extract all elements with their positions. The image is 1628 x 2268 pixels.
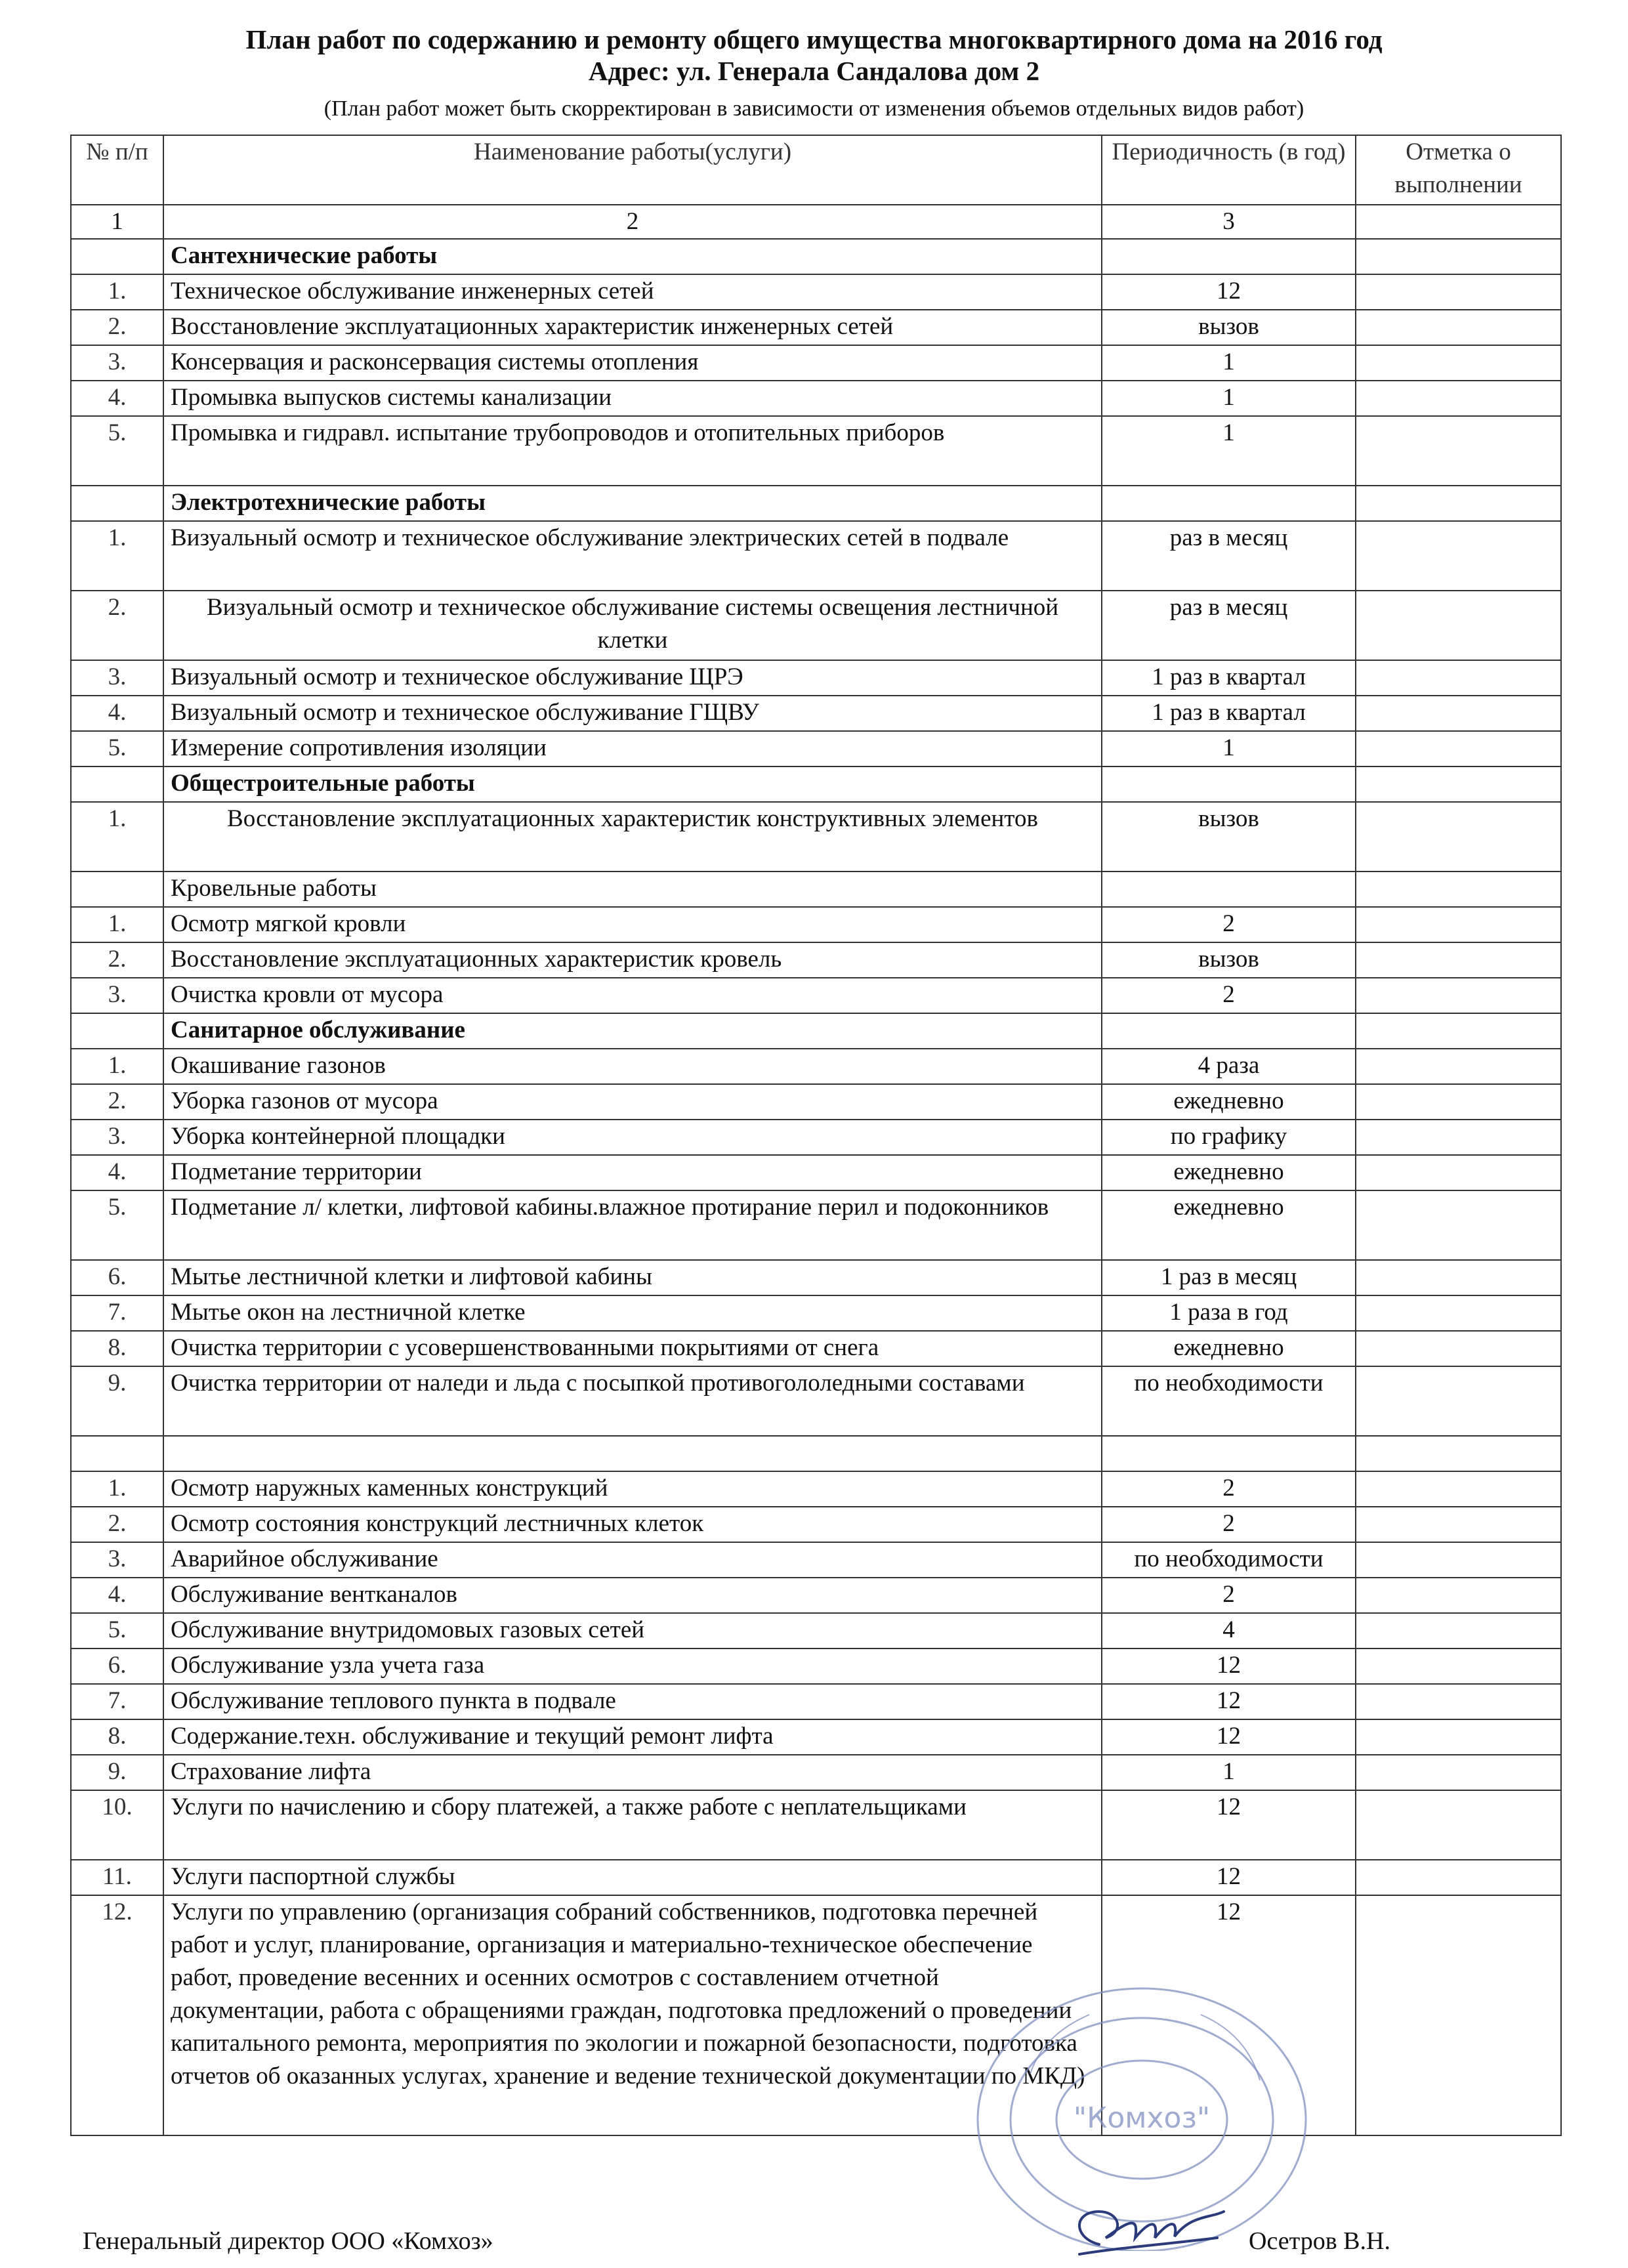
table-row (71, 1684, 1561, 1719)
completion-mark (1356, 1331, 1561, 1366)
row-number: 3. (71, 660, 163, 696)
work-name: Осмотр состояния конструкций лестничных клеток (163, 1507, 1102, 1542)
column-number-4 (1356, 205, 1561, 239)
work-name: Услуги по начислению и сбору платежей, а также работе с неплательщиками (163, 1790, 1102, 1860)
work-period: 1 (1102, 1755, 1356, 1790)
table-row (71, 1155, 1561, 1190)
table-row (71, 310, 1561, 345)
row-number: 5. (71, 1190, 163, 1260)
work-name: Визуальный осмотр и техническое обслуживание системы освещения лестничной клетки (163, 591, 1102, 660)
completion-mark (1356, 1790, 1561, 1860)
work-period: 1 (1102, 381, 1356, 416)
table-row (71, 1507, 1561, 1542)
table-row (71, 416, 1561, 486)
work-name: Консервация и расконсервация системы отопления (163, 345, 1102, 381)
row-number: 1. (71, 802, 163, 872)
table-row (71, 907, 1561, 942)
row-number: 8. (71, 1331, 163, 1366)
work-name: Очистка территории с усовершенствованными покрытиями от снега (163, 1331, 1102, 1366)
completion-mark (1356, 310, 1561, 345)
table-row (71, 1613, 1561, 1648)
row-number: 5. (71, 1613, 163, 1648)
work-name: Обслуживание теплового пункта в подвале (163, 1684, 1102, 1719)
work-period: ежедневно (1102, 1190, 1356, 1260)
table-row (71, 1331, 1561, 1366)
row-number: 8. (71, 1719, 163, 1755)
work-period: по графику (1102, 1120, 1356, 1155)
section-num-cell (71, 1436, 163, 1471)
work-name: Восстановление эксплуатационных характеристик кровель (163, 942, 1102, 978)
completion-mark (1356, 942, 1561, 978)
column-number-2: 2 (163, 205, 1102, 239)
row-number: 1. (71, 274, 163, 310)
table-row (71, 1190, 1561, 1260)
work-period: вызов (1102, 310, 1356, 345)
row-number: 9. (71, 1755, 163, 1790)
section-num-cell (71, 766, 163, 802)
section-num-cell (71, 1013, 163, 1049)
section-mark-cell (1356, 486, 1561, 521)
document-title: План работ по содержанию и ремонту общего имущества многоквартирного дома на 2016 год (245, 24, 1383, 54)
row-number: 2. (71, 1084, 163, 1120)
work-name: Обслуживание внутридомовых газовых сетей (163, 1613, 1102, 1648)
row-number: 2. (71, 1507, 163, 1542)
work-name: Мытье лестничной клетки и лифтовой кабины (163, 1260, 1102, 1295)
table-header-row (71, 135, 1561, 205)
row-number: 6. (71, 1260, 163, 1295)
work-period: 12 (1102, 1684, 1356, 1719)
work-name: Промывка выпусков системы канализации (163, 381, 1102, 416)
row-number: 11. (71, 1860, 163, 1895)
row-number: 4. (71, 1155, 163, 1190)
work-name: Очистка территории от наледи и льда с посыпкой противогололедными составами (163, 1366, 1102, 1436)
completion-mark (1356, 907, 1561, 942)
table-row (71, 1719, 1561, 1755)
work-name: Мытье окон на лестничной клетке (163, 1295, 1102, 1331)
completion-mark (1356, 1507, 1561, 1542)
completion-mark (1356, 1542, 1561, 1578)
table-row (71, 1471, 1561, 1507)
work-name: Восстановление эксплуатационных характеристик инженерных сетей (163, 310, 1102, 345)
row-number: 4. (71, 381, 163, 416)
section-period-cell (1102, 239, 1356, 274)
work-period: ежедневно (1102, 1084, 1356, 1120)
completion-mark (1356, 1578, 1561, 1613)
section-period-cell (1102, 1013, 1356, 1049)
completion-mark (1356, 521, 1561, 591)
work-name: Аварийное обслуживание (163, 1542, 1102, 1578)
completion-mark (1356, 696, 1561, 731)
work-period: 12 (1102, 1719, 1356, 1755)
work-period: 12 (1102, 1648, 1356, 1684)
section-row (71, 486, 1561, 521)
column-number-1: 1 (71, 205, 163, 239)
row-number: 1. (71, 1471, 163, 1507)
work-period: 1 раз в квартал (1102, 660, 1356, 696)
section-title: Кровельные работы (163, 872, 1102, 907)
completion-mark (1356, 591, 1561, 660)
row-number: 7. (71, 1295, 163, 1331)
work-plan-table (70, 135, 1562, 2136)
work-name: Техническое обслуживание инженерных сетей (163, 274, 1102, 310)
signatory-name: Осетров В.Н. (1249, 2227, 1390, 2255)
table-row (71, 1578, 1561, 1613)
section-title (163, 1436, 1102, 1471)
section-num-cell (71, 872, 163, 907)
row-number: 12. (71, 1895, 163, 2135)
completion-mark (1356, 1648, 1561, 1684)
work-name: Окашивание газонов (163, 1049, 1102, 1084)
completion-mark (1356, 1895, 1561, 2135)
table-row (71, 696, 1561, 731)
section-mark-cell (1356, 766, 1561, 802)
work-name: Восстановление эксплуатационных характеристик конструктивных элементов (163, 802, 1102, 872)
section-title: Санитарное обслуживание (163, 1013, 1102, 1049)
table-row (71, 274, 1561, 310)
row-number: 2. (71, 310, 163, 345)
section-row (71, 872, 1561, 907)
work-period: 12 (1102, 1790, 1356, 1860)
completion-mark (1356, 1295, 1561, 1331)
work-name: Страхование лифта (163, 1755, 1102, 1790)
header-period: Периодичность (в год) (1102, 135, 1356, 205)
column-number-3: 3 (1102, 205, 1356, 239)
work-period: 1 раз в квартал (1102, 696, 1356, 731)
work-name: Промывка и гидравл. испытание трубопроводов и отопительных приборов (163, 416, 1102, 486)
work-period: ежедневно (1102, 1155, 1356, 1190)
stamp-text: "Комхоз" (1073, 2101, 1211, 2135)
completion-mark (1356, 416, 1561, 486)
row-number: 1. (71, 907, 163, 942)
work-period: 2 (1102, 1507, 1356, 1542)
column-number-row (71, 205, 1561, 239)
work-period: 1 (1102, 416, 1356, 486)
work-name: Услуги паспортной службы (163, 1860, 1102, 1895)
completion-mark (1356, 1719, 1561, 1755)
work-period: 2 (1102, 1471, 1356, 1507)
table-row (71, 1366, 1561, 1436)
work-name: Осмотр мягкой кровли (163, 907, 1102, 942)
table-row (71, 731, 1561, 766)
section-mark-cell (1356, 872, 1561, 907)
row-number: 4. (71, 1578, 163, 1613)
table-row (71, 1790, 1561, 1860)
work-period: ежедневно (1102, 1331, 1356, 1366)
table-row (71, 1860, 1561, 1895)
work-name: Визуальный осмотр и техническое обслуживание ГЩВУ (163, 696, 1102, 731)
completion-mark (1356, 1613, 1561, 1648)
completion-mark (1356, 731, 1561, 766)
work-period: 4 (1102, 1613, 1356, 1648)
work-period: 2 (1102, 1578, 1356, 1613)
table-row (71, 1895, 1561, 2135)
completion-mark (1356, 802, 1561, 872)
work-name: Обслуживание узла учета газа (163, 1648, 1102, 1684)
table-row (71, 802, 1561, 872)
section-num-cell (71, 239, 163, 274)
work-period: 2 (1102, 907, 1356, 942)
work-period: 1 (1102, 731, 1356, 766)
work-period: 12 (1102, 1895, 1356, 2135)
work-period: вызов (1102, 802, 1356, 872)
work-name: Осмотр наружных каменных конструкций (163, 1471, 1102, 1507)
completion-mark (1356, 1860, 1561, 1895)
work-period: вызов (1102, 942, 1356, 978)
row-number: 4. (71, 696, 163, 731)
table-row (71, 942, 1561, 978)
table-row (71, 1120, 1561, 1155)
work-name: Визуальный осмотр и техническое обслуживание ЩРЭ (163, 660, 1102, 696)
table-row (71, 1049, 1561, 1084)
signatory-position: Генеральный директор ООО «Комхоз» (83, 2227, 493, 2255)
work-period: раз в месяц (1102, 521, 1356, 591)
work-period: 2 (1102, 978, 1356, 1013)
completion-mark (1356, 381, 1561, 416)
completion-mark (1356, 1084, 1561, 1120)
work-period: по необходимости (1102, 1366, 1356, 1436)
section-mark-cell (1356, 1013, 1561, 1049)
completion-mark (1356, 1755, 1561, 1790)
row-number: 7. (71, 1684, 163, 1719)
work-name: Очистка кровли от мусора (163, 978, 1102, 1013)
completion-mark (1356, 1260, 1561, 1295)
row-number: 3. (71, 1120, 163, 1155)
work-period: раз в месяц (1102, 591, 1356, 660)
work-period: 1 раз в месяц (1102, 1260, 1356, 1295)
work-name: Содержание.техн. обслуживание и текущий ремонт лифта (163, 1719, 1102, 1755)
completion-mark (1356, 1366, 1561, 1436)
section-num-cell (71, 486, 163, 521)
table-row (71, 591, 1561, 660)
work-name: Подметание территории (163, 1155, 1102, 1190)
row-number: 5. (71, 416, 163, 486)
table-row (71, 345, 1561, 381)
header-name: Наименование работы(услуги) (163, 135, 1102, 205)
work-period: по необходимости (1102, 1542, 1356, 1578)
document-note: (План работ может быть скорректирован в зависимости от изменения объемов отдельных видов работ) (324, 96, 1304, 121)
completion-mark (1356, 1190, 1561, 1260)
completion-mark (1356, 660, 1561, 696)
table-row (71, 1260, 1561, 1295)
row-number: 9. (71, 1366, 163, 1436)
section-period-cell (1102, 1436, 1356, 1471)
header-mark: Отметка о выполнении (1356, 135, 1561, 205)
header-num: № п/п (71, 135, 163, 205)
table-row (71, 521, 1561, 591)
work-period: 12 (1102, 274, 1356, 310)
work-name: Обслуживание вентканалов (163, 1578, 1102, 1613)
section-row (71, 239, 1561, 274)
row-number: 3. (71, 345, 163, 381)
section-title: Сантехнические работы (163, 239, 1102, 274)
row-number: 5. (71, 731, 163, 766)
row-number: 2. (71, 942, 163, 978)
table-row (71, 1084, 1561, 1120)
completion-mark (1356, 274, 1561, 310)
row-number: 6. (71, 1648, 163, 1684)
work-name: Уборка контейнерной площадки (163, 1120, 1102, 1155)
table-row (71, 1542, 1561, 1578)
row-number: 2. (71, 591, 163, 660)
completion-mark (1356, 1120, 1561, 1155)
completion-mark (1356, 978, 1561, 1013)
section-period-cell (1102, 766, 1356, 802)
row-number: 10. (71, 1790, 163, 1860)
row-number: 3. (71, 978, 163, 1013)
completion-mark (1356, 1049, 1561, 1084)
work-name: Подметание л/ клетки, лифтовой кабины.влажное протирание перил и подоконников (163, 1190, 1102, 1260)
completion-mark (1356, 1684, 1561, 1719)
completion-mark (1356, 345, 1561, 381)
table-row (71, 1648, 1561, 1684)
signature (1060, 2192, 1230, 2268)
section-title: Электротехнические работы (163, 486, 1102, 521)
section-period-cell (1102, 486, 1356, 521)
section-period-cell (1102, 872, 1356, 907)
work-name: Уборка газонов от мусора (163, 1084, 1102, 1120)
work-period: 1 (1102, 345, 1356, 381)
section-row (71, 1013, 1561, 1049)
work-period: 1 раза в год (1102, 1295, 1356, 1331)
section-row (71, 766, 1561, 802)
table-row (71, 381, 1561, 416)
document-address: Адрес: ул. Генерала Сандалова дом 2 (588, 56, 1040, 86)
section-mark-cell (1356, 1436, 1561, 1471)
table-row (71, 1755, 1561, 1790)
work-name: Визуальный осмотр и техническое обслуживание электрических сетей в подвале (163, 521, 1102, 591)
completion-mark (1356, 1155, 1561, 1190)
work-period: 4 раза (1102, 1049, 1356, 1084)
work-name: Услуги по управлению (организация собраний собственников, подготовка перечней работ и услуг, планирование, организация и материально-техническое обеспечение работ, проведение весенних и осенних осмотров с составлением отчетной документации, работа с обращениями граждан, подготовка предложений о проведении капитального ремонта, мероприятия по экологии и пожарной безопасности, подготовка отчетов об оказанных услугах, хранение и ведение технической документации по МКД) (163, 1895, 1102, 2135)
row-number: 3. (71, 1542, 163, 1578)
table-row (71, 660, 1561, 696)
completion-mark (1356, 1471, 1561, 1507)
section-mark-cell (1356, 239, 1561, 274)
section-title: Общестроительные работы (163, 766, 1102, 802)
row-number: 1. (71, 1049, 163, 1084)
section-row (71, 1436, 1561, 1471)
row-number: 1. (71, 521, 163, 591)
work-period: 12 (1102, 1860, 1356, 1895)
work-name: Измерение сопротивления изоляции (163, 731, 1102, 766)
table-row (71, 1295, 1561, 1331)
table-row (71, 978, 1561, 1013)
